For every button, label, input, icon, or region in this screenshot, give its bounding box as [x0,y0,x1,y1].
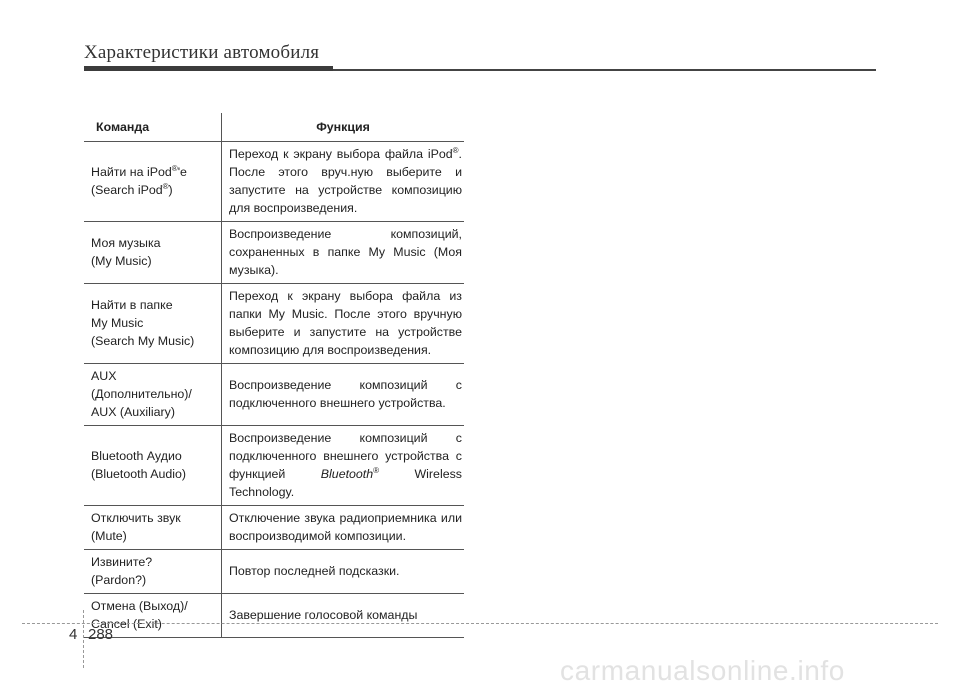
function-cell: Повтор последней подсказки. [222,550,465,594]
command-text: 'е [177,165,187,179]
voice-command-table [84,113,464,638]
command-line: Cancel (Exit) [91,617,162,631]
command-line: (Search My Music) [91,334,195,348]
command-cell [84,550,222,594]
table-header-row [84,113,464,142]
command-line: (Pardon?) [91,573,147,587]
table-row [84,594,464,638]
command-line: AUX (Auxiliary) [91,405,175,419]
function-cell [222,142,465,222]
command-line: (Mute) [91,529,127,543]
function-cell: Отключение звука радиоприемника или воспроизводимой композиции. [222,506,465,550]
watermark: carmanualsonline.info [560,655,845,686]
function-text: Воспроизведение композиций с подключенного внешнего устройства с функцией [229,431,462,481]
command-cell [84,426,222,506]
command-line: AUX [91,369,117,383]
column-header-function: Функция [222,113,465,142]
command-cell [84,506,222,550]
function-text: . После этого вруч.ную выберите и запустите на устройстве композицию для воспроизведения. [229,147,462,215]
table-row [84,142,464,222]
table-row [84,364,464,426]
function-text: Переход к экрану выбора файла iPod [229,147,453,161]
command-line: Извините? [91,555,153,569]
page-title: Характеристики автомобиля [84,42,320,63]
function-cell: Воспроизведение композиций, сохраненных в папке My Music (Моя музыка). [222,222,465,284]
command-text: (Search iPod [91,183,163,197]
function-text-italic: Bluetooth [320,467,374,481]
function-cell [222,426,465,506]
table-row [84,426,464,506]
chapter-number: 4 [69,626,78,643]
command-line: Найти в папке [91,298,173,312]
function-text: Wireless Technology. [229,467,462,499]
command-line: Отключить звук [91,511,181,525]
command-line: My Music [91,316,144,330]
command-line: Bluetooth Аудио [91,449,182,463]
footer-divider [22,623,938,624]
command-cell [84,284,222,364]
command-line [91,181,217,199]
function-cell: Завершение голосовой команды [222,594,465,638]
registered-mark: ® [171,163,178,173]
command-line: Моя музыка [91,236,161,250]
table-row [84,506,464,550]
title-underline-thin [333,69,876,71]
function-cell: Воспроизведение композиций с подключенного внешнего устройства. [222,364,465,426]
registered-mark: ® [452,145,459,155]
command-text: ) [168,183,173,197]
command-text: Найти на iPod [91,165,172,179]
command-line: Отмена (Выход)/ [91,599,188,613]
table-row [84,222,464,284]
registered-mark: ® [373,465,380,475]
footer-vertical-divider [83,610,84,668]
command-cell [84,142,222,222]
column-header-command: Команда [84,113,222,142]
command-cell [84,222,222,284]
command-line: (Дополнительно)/ [91,387,192,401]
command-line: (Bluetooth Audio) [91,467,187,481]
page-number: 288 [88,626,114,643]
table-row [84,284,464,364]
function-cell: Переход к экрану выбора файла из папки My Music. После этого вручную выберите и запустите на устройстве композицию для воспроизведения. [222,284,465,364]
command-line: (My Music) [91,254,152,268]
table-row [84,550,464,594]
title-underline-thick [84,66,333,71]
command-line [91,163,217,181]
registered-mark: ® [162,181,169,191]
command-cell [84,364,222,426]
